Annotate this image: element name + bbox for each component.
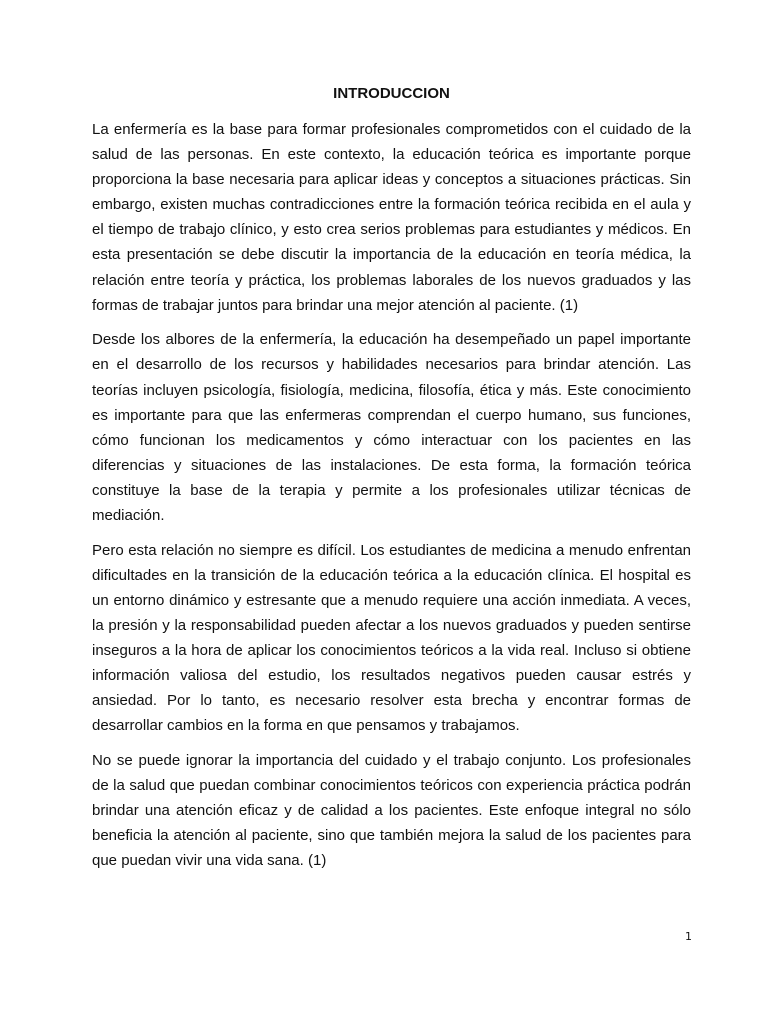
paragraph-3: Pero esta relación no siempre es difícil. Los estudiantes de medicina a menudo enfrentan dificultades en la transición de la educación teórica a la educación clínica. El hospital es un entorno dinámico y estresante que a menudo requiere una acción inmediata. A veces, la presión y la responsabilidad pueden afectar a los nuevos graduados y pueden sentirse inseguros a la hora de aplicar los conocimientos teóricos a la vida real. Incluso si obtiene información valiosa del estudio, los resultados negativos pueden causar estrés y ansiedad. Por lo tanto, es necesario resolver esta brecha y encontrar formas de desarrollar cambios en la forma en que pensamos y trabajamos. xyxy=(92,541,691,735)
paragraph-1: La enfermería es la base para formar profesionales comprometidos con el cuidado de la salud de las personas. En este contexto, la educación teórica es importante porque proporciona la base necesaria para aplicar ideas y conceptos a situaciones prácticas. Sin embargo, existen muchas contradicciones entre la formación teórica recibida en el aula y el tiempo de trabajo clínico, y esto crea serios problemas para estudiantes y médicos. En esta presentación se debe discutir la importancia de la educación en teoría médica, la relación entre teoría y práctica, los problemas laborales de los nuevos graduados y las formas de trabajar juntos para brindar una mejor atención al paciente. (1) xyxy=(92,121,691,314)
document-body xyxy=(92,117,691,883)
paragraph-4: No se puede ignorar la importancia del cuidado y el trabajo conjunto. Los profesionales de la salud que puedan combinar conocimientos teóricos con experiencia práctica podrán brindar una atención eficaz y de calidad a los pacientes. Este enfoque integral no sólo beneficia la atención al paciente, sino que también mejora la salud de los pacientes para que puedan vivir una vida sana. (1) xyxy=(92,752,691,870)
paragraph-2: Desde los albores de la enfermería, la educación ha desempeñado un papel importante en el desarrollo de los recursos y habilidades necesarios para brindar atención. Las teorías incluyen psicología, fisiología, medicina, filosofía, ética y más. Este conocimiento es importante para que las enfermeras comprendan el cuerpo humano, sus funciones, cómo funcionan los medicamentos y cómo interactuar con los pacientes en las diferencias y situaciones de las instalaciones. De esta forma, la formación teórica constituye la base de la terapia y permite a los profesionales utilizar técnicas de mediación. xyxy=(92,331,691,524)
page-title: INTRODUCCION xyxy=(333,85,450,102)
page-number: 1 xyxy=(685,930,692,943)
